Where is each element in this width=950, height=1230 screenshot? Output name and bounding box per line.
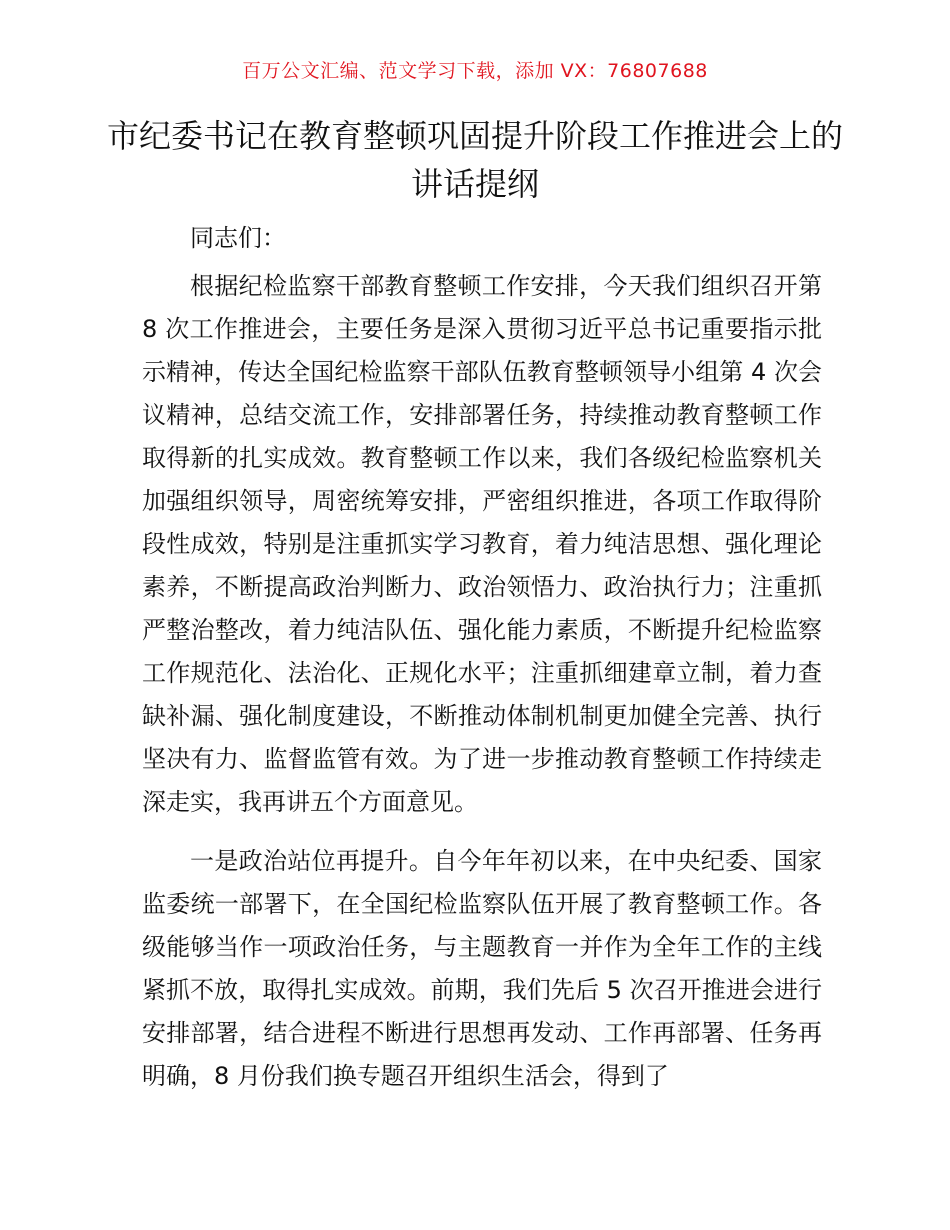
header-watermark-note: 百万公文汇编、范文学习下载，添加 VX：76807688 (242, 60, 708, 82)
document-title: 市纪委书记在教育整顿巩固提升阶段工作推进会上的讲话提纲 (106, 117, 843, 203)
body-paragraph: 根据纪检监察干部教育整顿工作安排，今天我们组织召开第 8 次工作推进会，主要任务是深入贯彻习近平总书记重要指示批示精神，传达全国纪检监察干部队伍教育整顿领导小组第 4 次会议精神，总结交流工作，安排部署任务，持续推动教育整顿工作取得新的扎实成效。教育整顿工作以来，我们各级纪检监察机关加强组织领导，周密统筹安排，严密组织推进，各项工作取得阶段性成效，特别是注重抓实学习教育，着力纯洁思想、强化理论素养，不断提高政治判断力、政治领悟力、政治执行力；注重抓严整治整改，着力纯洁队伍、强化能力素质，不断提升纪检监察工作规范化、法治化、正规化水平；注重抓细建章立制，着力查缺补漏、强化制度建设，不断推动体制机制更加健全完善、执行坚决有力、监督监管有效。为了进一步推动教育整顿工作持续走深走实，我再讲五个方面意见。 (142, 272, 822, 816)
body-paragraph: 一是政治站位再提升。自今年年初以来，在中央纪委、国家监委统一部署下，在全国纪检监察队伍开展了教育整顿工作。各级能够当作一项政治任务，与主题教育一并作为全年工作的主线紧抓不放，取得扎实成效。前期，我们先后 5 次召开推进会进行安排部署，结合进程不断进行思想再发动、工作再部署、任务再明确，8 月份我们换专题召开组织生活会，得到了 (142, 847, 822, 1090)
salutation: 同志们： (190, 224, 286, 252)
